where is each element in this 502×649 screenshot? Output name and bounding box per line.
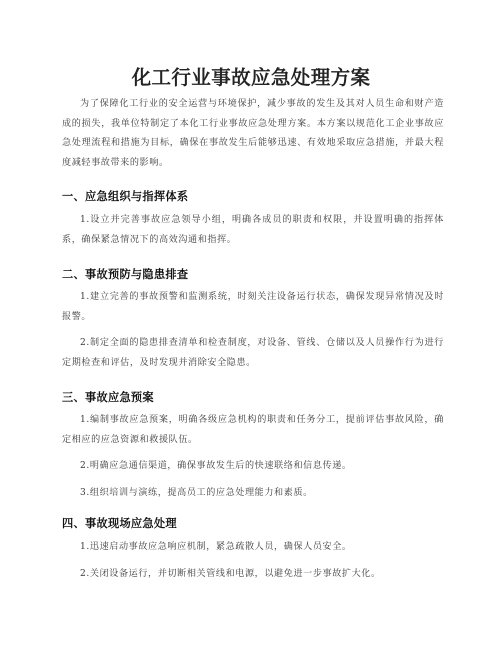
section-2-paragraph-2: 2.制定全面的隐患排查清单和检查制度，对设备、管线、仓储以及人员操作行为进行定期检查和评估，及时发现并消除安全隐患。 — [62, 338, 444, 368]
section-3-paragraph-2: 2.明确应急通信渠道，确保事故发生后的快速联络和信息传递。 — [80, 461, 352, 471]
section-4-paragraph-1: 1.迅速启动事故应急响应机制，紧急疏散人员，确保人员安全。 — [80, 542, 352, 552]
section-heading-2: 二、事故预防与隐患排查 — [62, 268, 189, 281]
section-1-paragraph-1: 1.设立并完善事故应急领导小组，明确各成员的职责和权限，并设置明确的指挥体系，确保紧急情况下的高效沟通和指挥。 — [62, 215, 444, 245]
section-3-paragraph-1: 1.编制事故应急预案，明确各级应急机构的职责和任务分工，提前评估事故风险，确定相应的应急资源和救援队伍。 — [62, 415, 444, 445]
section-2-paragraph-1: 1.建立完善的事故预警和监测系统，时刻关注设备运行状态，确保发现异常情况及时报警。 — [62, 292, 444, 322]
document-title: 化工行业事故应急处理方案 — [131, 66, 371, 89]
section-3-paragraph-3: 3.组织培训与演练，提高员工的应急处理能力和素质。 — [80, 488, 313, 498]
intro-paragraph: 为了保障化工行业的安全运营与环境保护，减少事故的发生及其对人员生命和财产造成的损失，我单位特制定了本化工行业事故应急处理方案。本方案以规范化工企业事故应急处理流程和措施为目标，确保在事故发生后能够迅速、有效地采取应急措施，并最大程度减轻事故带来的影响。 — [62, 99, 444, 168]
section-heading-1: 一、应急组织与指挥体系 — [62, 190, 189, 203]
section-heading-4: 四、事故现场应急处理 — [62, 517, 177, 530]
section-heading-3: 三、事故应急预案 — [62, 391, 154, 404]
section-4-paragraph-2: 2.关闭设备运行，并切断相关管线和电源，以避免进一步事故扩大化。 — [80, 569, 381, 579]
